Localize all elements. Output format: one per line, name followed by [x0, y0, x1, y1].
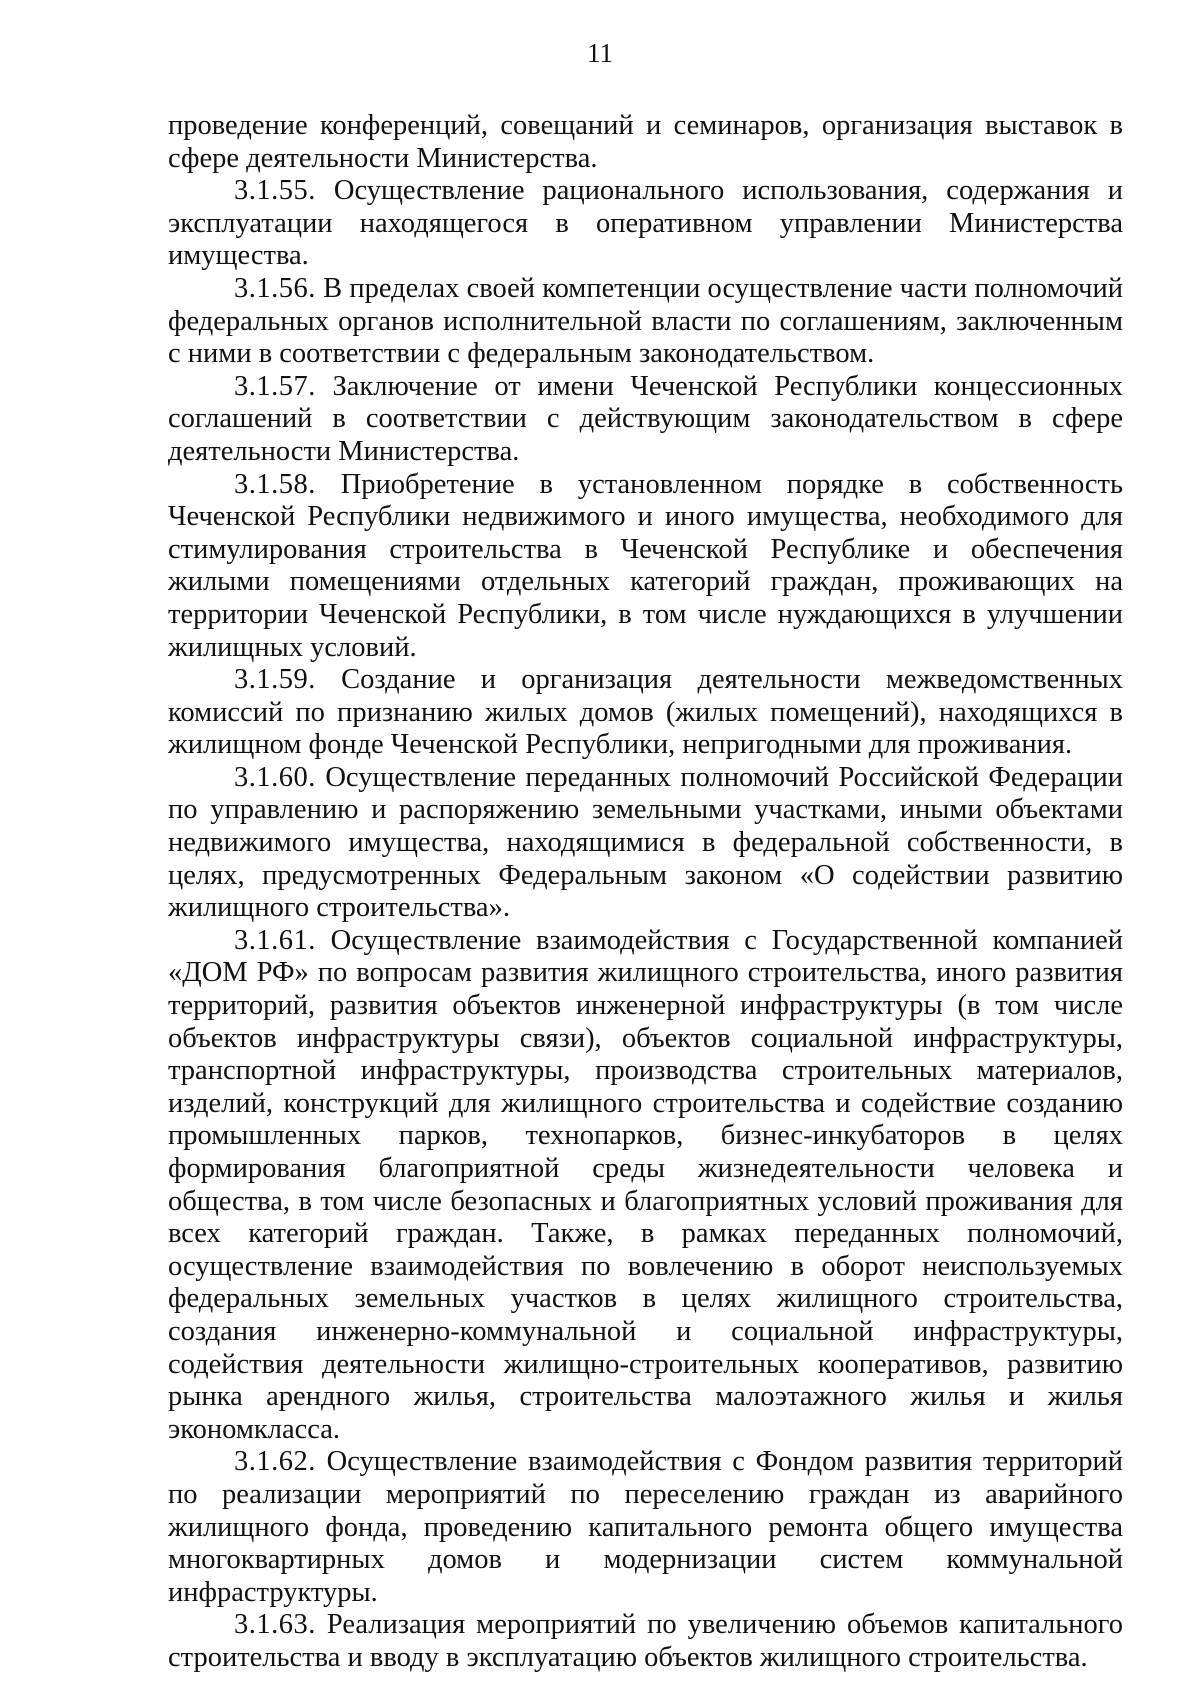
paragraph-number: 3.1.61. [234, 924, 316, 956]
paragraph-continuation [168, 110, 1123, 175]
paragraph-3-1-61 [168, 925, 1123, 1447]
paragraph-3-1-55 [168, 175, 1123, 273]
paragraph-3-1-58 [168, 469, 1123, 665]
paragraph-text: Приобретение в установленном порядке в собственность Чеченской Республики недвижимого и иного имущества, необходимого для стимулирования строительства в Чеченской Республике и обеспечения жилыми помещениями отдельных категорий граждан, проживающих на территории Чеченской Республики, в том числе нуждающихся в улучшении жилищных условий. [168, 468, 1124, 663]
paragraph-3-1-59 [168, 664, 1123, 762]
document-body [168, 110, 1123, 1675]
paragraph-number: 3.1.60. [234, 761, 316, 793]
paragraph-text: Осуществление взаимодействия с Государственной компанией «ДОМ РФ» по вопросам развития жилищного строительства, иного развития территорий, развития объектов инженерной инфраструктуры (в том числе объектов инфраструктуры связи), объектов социальной инфраструктуры, транспортной инфраструктуры, производства строительных материалов, изделий, конструкций для жилищного строительства и содействие созданию промышленных парков, технопарков, бизнес-инкубаторов в целях формирования благоприятной среды жизнедеятельности человека и общества, в том числе безопасных и благоприятных условий проживания для всех категорий граждан. Также, в рамках переданных полномочий, осуществление взаимодействия по вовлечению в оборот неиспользуемых федеральных земельных участков в целях жилищного строительства, создания инженерно-коммунальной и социальной инфраструктуры, содействия деятельности жилищно-строительных кооперативов, развитию рынка арендного жилья, строительства малоэтажного жилья и жилья экономкласса. [168, 924, 1123, 1445]
paragraph-text: Осуществление взаимодействия с Фондом развития территорий по реализации мероприятий по переселению граждан из аварийного жилищного фонда, проведению капитального ремонта общего имущества многоквартирных домов и модернизации систем коммунальной инфраструктуры. [168, 1446, 1124, 1608]
paragraph-3-1-63 [168, 1609, 1123, 1674]
paragraph-text: Заключение от имени Чеченской Республики концессионных соглашений в соответствии с действующим законодательством в сфере деятельности Министерства. [168, 370, 1124, 467]
paragraph-text: Создание и организация деятельности межведомственных комиссий по признанию жилых домов (жилых помещений), находящихся в жилищном фонде Чеченской Республики, непригодными для проживания. [168, 664, 1124, 761]
page-number: 11 [587, 38, 613, 68]
paragraph-text: Осуществление рационального использования, содержания и эксплуатации находящегося в оперативном управлении Министерства имущества. [168, 175, 1123, 272]
paragraph-number: 3.1.57. [234, 370, 316, 402]
paragraph-number: 3.1.58. [234, 468, 316, 500]
paragraph-text: Осуществление переданных полномочий Российской Федерации по управлению и распоряжению земельными участками, иными объектами недвижимого имущества, находящимися в федеральной собственности, в целях, предусмотренных Федеральным законом «О содействии развитию жилищного строительства». [168, 761, 1124, 924]
paragraph-number: 3.1.55. [234, 175, 316, 207]
paragraph-number: 3.1.59. [234, 664, 316, 696]
paragraph-number: 3.1.56. [234, 272, 316, 304]
paragraph-3-1-56 [168, 273, 1123, 371]
paragraph-text: В пределах своей компетенции осуществление части полномочий федеральных органов исполнительной власти по соглашениям, заключенным с ними в соответствии с федеральным законодательством. [168, 272, 1124, 370]
paragraph-text: Реализация мероприятий по увеличению объемов капитального строительства и вводу в эксплуатацию объектов жилищного строительства. [168, 1609, 1123, 1673]
paragraph-number: 3.1.63. [234, 1609, 316, 1641]
paragraph-text: проведение конференций, совещаний и семинаров, организация выставок в сфере деятельности Министерства. [168, 110, 1123, 174]
paragraph-number: 3.1.62. [234, 1446, 316, 1478]
paragraph-3-1-62 [168, 1446, 1123, 1609]
paragraph-3-1-57 [168, 371, 1123, 469]
paragraph-3-1-60 [168, 762, 1123, 925]
